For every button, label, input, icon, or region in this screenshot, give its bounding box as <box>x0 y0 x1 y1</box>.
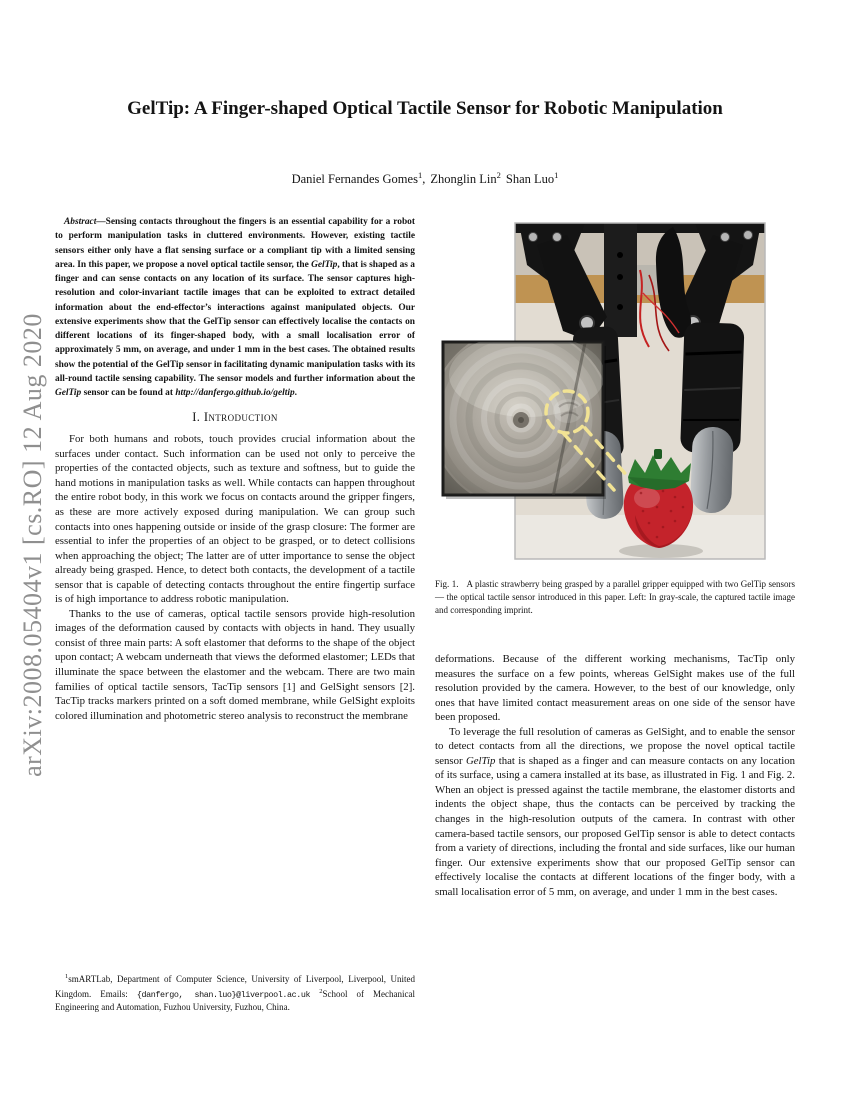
intro-paragraph-2: Thanks to the use of cameras, optical tactile sensors provide high-resolution images of the deformation caused by contacts with objects in hand. They usually consist of three main parts: A soft elastomer that deforms to the shape of the object upon contact; A webcam underneath that views the deformed elastomer; LEDs that illuminate the space between the elastomer and the webcam. There are two main families of optical tactile sensors, TacTip sensors [1] and GelSight sensors [2]. TacTip tracks markers printed on a soft domed membrane, while GelSight exploits colored illumination and photometric stereo analysis to reconstruct the membrane <box>55 607 415 722</box>
geltip-term: GelTip <box>311 259 338 270</box>
arxiv-banner: arXiv:2008.05404v1 [cs.RO] 12 Aug 2020 <box>18 313 47 777</box>
geltip-term: GelTip <box>465 754 496 767</box>
right-paragraph-1: deformations. Because of the different working mechanisms, TacTip only measures the surface on a few points, whereas GelSight makes use of the full resolution provided by the camera. However, to the best of our knowledge, only ones that have limited contact measurement areas on one side of the sensor have been proposed. <box>435 653 795 724</box>
right-column <box>435 215 795 899</box>
author-footnote: $^1$smARTLab, Department of Computer Science, University of Liverpool, Liverpool, United Kingdom. Emails: {danfergo, shan.luo}@liverpool.ac.uk $^2$School of Mechanical Engineering and Automation, Fuzhou University, Fuzhou, China. <box>55 973 416 1012</box>
email-addresses: {danfergo, shan.luo}@liverpool.ac.uk <box>136 989 311 1000</box>
affiliation-mark: 2 <box>496 170 501 180</box>
section-heading-introduction: I. Introduction <box>192 410 278 425</box>
author-1: Daniel Fernandes Gomes$^1$, <box>291 170 426 187</box>
affiliation-mark: 1 <box>417 170 423 180</box>
intro-paragraph-1: For both humans and robots, touch provides crucial information about the surfaces under contact. Such information can be used not only to perceive the properties of the contacted objects, such as texture and softness, but to guide the hand motions in manipulation tasks as well. While contacts can happen throughout the entire robot body, in this work we focus on contacts around the gripper fingers, as these are more actively exposed during manipulation. We can group such contacts into ones happening outside or inside of the grasp closure: The former are essential to infer the properties of an object to be grasped, or to detect collisions when approaching the object; The latter are of utter importance to sense the object already being grasped. Hence, to detect both contacts, the development of a tactile sensor that is capable of detecting contacts throughout the entire fingertip surface is of high importance to address robotic manipulation. <box>55 433 415 606</box>
geltip-term: GelTip <box>55 388 82 398</box>
author-3: Shan Luo$^1$ <box>505 170 559 187</box>
figure-1 <box>435 215 795 571</box>
authors-line <box>0 170 850 187</box>
abstract: Abstract—Sensing contacts throughout the fingers is an essential capability for a robot to perform manipulation tasks in cluttered environments. However, existing tactile sensors either only have a flat sensing surface or a compliant tip with a limited sensing area. In this paper, we propose a novel optical tactile sensor, the GelTip, that is shaped as a finger and can sense contacts on any location of its surface. The sensor captures high-resolution and color-invariant tactile images that can be exploited to extract detailed information about the end-effector’s interactions against manipulated objects. Our extensive experiments show that the GelTip sensor can effectively localise the contacts on different locations of its finger-shaped body, with a small localisation error of approximately 5 mm, on average, and under 1 mm in the best cases. The obtained results show the potential of the GelTip sensor in facilitating dynamic manipulation tasks with its all-round tactile sensing capability. The sensor models and further information about the GelTip sensor can be found at http://danfergo.github.io/geltip. <box>55 217 415 398</box>
footnote-mark-2: 2 <box>319 987 323 995</box>
affiliation-mark: 1 <box>554 170 559 180</box>
abstract-label: Abstract <box>64 217 97 227</box>
figure1-photo <box>435 215 795 571</box>
left-column <box>55 215 415 1055</box>
right-paragraph-2: To leverage the full resolution of cameras as GelSight, and to enable the sensor to detect contacts from all the directions, we propose the novel optical tactile sensor GelTip that is shaped as a finger and can measure contacts on any location of its surface, using a camera installed at its base, as illustrated in Fig. 1 and Fig. 2. When an object is pressed against the tactile membrane, the elastomer distorts and indents the object shape, thus the contacts can be perceived by tracking the changes in the high-resolution outputs of the camera. In contrast with other camera-based tactile sensors, our proposed GelTip sensor is able to detect contacts from a variety of directions, including the frontal and side surfaces, like our human finger. Our extensive experiments show that our proposed GelTip sensor can effectively localise the contacts at different locations of the finger body, with a small localisation error of 5 mm, on average, and under 1 mm in the best cases. <box>435 725 795 898</box>
page-title: GelTip: A Finger-shaped Optical Tactile Sensor for Robotic Manipulation <box>127 98 723 119</box>
figure1-caption-label: Fig. 1. <box>435 579 459 589</box>
figure1-caption: Fig. 1. A plastic strawberry being grasped by a parallel gripper equipped with two GelTip sensors — the optical tactile sensor introduced in this paper. Left: In gray-scale, the captured tactile image and corresponding imprint. <box>435 579 795 615</box>
author-2: Zhonglin Lin$^2$ <box>430 170 501 187</box>
footnote-mark-1: 1 <box>65 973 69 980</box>
geltip-url-link[interactable]: http://danfergo.github.io/geltip <box>175 388 295 398</box>
